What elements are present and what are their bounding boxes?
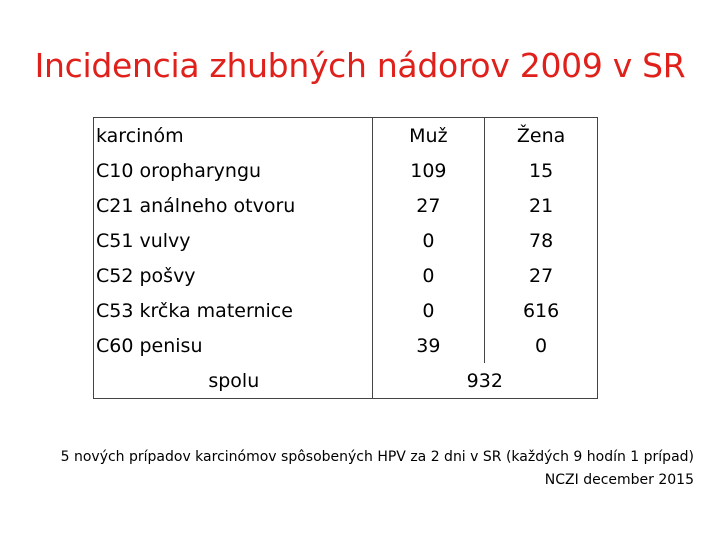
header-male: Muž xyxy=(372,118,485,154)
header-female: Žena xyxy=(485,118,598,154)
row-female-value: 78 xyxy=(485,223,598,258)
row-label: C52 pošvy xyxy=(94,258,373,293)
row-male-value: 0 xyxy=(372,258,485,293)
incidence-table xyxy=(93,117,598,399)
header-carcinoma: karcinóm xyxy=(94,118,373,154)
footnote xyxy=(14,446,694,492)
row-female-value: 21 xyxy=(485,188,598,223)
table-row xyxy=(94,328,598,363)
row-male-value: 0 xyxy=(372,293,485,328)
row-label: C51 vulvy xyxy=(94,223,373,258)
row-female-value: 15 xyxy=(485,153,598,188)
row-female-value: 616 xyxy=(485,293,598,328)
total-row xyxy=(94,363,598,399)
row-label: C60 penisu xyxy=(94,328,373,363)
table-row xyxy=(94,258,598,293)
row-male-value: 27 xyxy=(372,188,485,223)
row-female-value: 0 xyxy=(485,328,598,363)
table-row xyxy=(94,223,598,258)
table-header-row xyxy=(94,118,598,154)
row-male-value: 0 xyxy=(372,223,485,258)
table-row xyxy=(94,293,598,328)
row-label: C21 análneho otvoru xyxy=(94,188,373,223)
footnote-source: NCZI december 2015 xyxy=(544,472,694,488)
table-row xyxy=(94,153,598,188)
row-male-value: 39 xyxy=(372,328,485,363)
row-label: C53 krčka maternice xyxy=(94,293,373,328)
row-label: C10 oropharyngu xyxy=(94,153,373,188)
table-row xyxy=(94,188,598,223)
total-label: spolu xyxy=(94,363,373,399)
row-female-value: 27 xyxy=(485,258,598,293)
total-value: 932 xyxy=(372,363,597,399)
page-title: Incidencia zhubných nádorov 2009 v SR xyxy=(34,46,686,85)
footnote-line-1: 5 nových prípadov karcinómov spôsobených HPV za 2 dni v SR (každých 9 hodín 1 prípad) xyxy=(60,449,694,465)
row-male-value: 109 xyxy=(372,153,485,188)
